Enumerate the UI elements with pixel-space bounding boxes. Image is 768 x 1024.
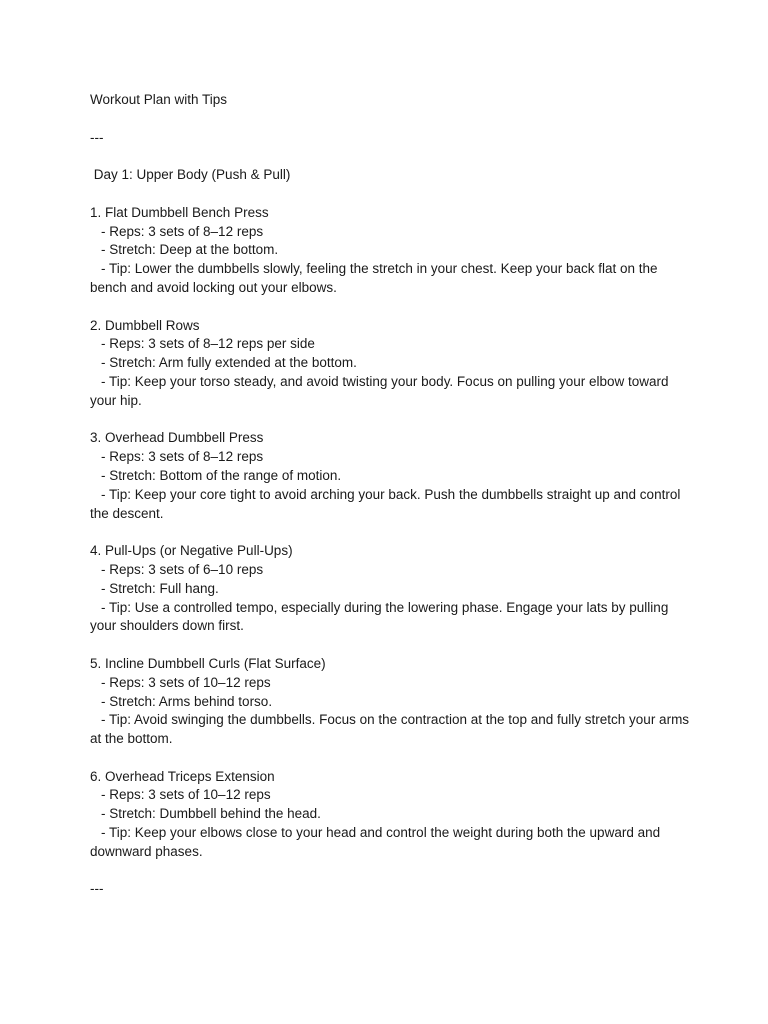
exercise-tip: - Tip: Lower the dumbbells slowly, feeling the stretch in your chest. Keep your back flat on the bench and avoid locking out your elbows. — [90, 261, 658, 295]
exercise-reps: - Reps: 3 sets of 8–12 reps — [101, 223, 264, 239]
exercise-tip: - Tip: Keep your torso steady, and avoid twisting your body. Focus on pulling your elbow toward your hip. — [90, 373, 669, 408]
exercise-tip: - Tip: Use a controlled tempo, especially during the lowering phase. Engage your lats by pulling your shoulders down first. — [90, 599, 669, 634]
exercise-reps: - Reps: 3 sets of 10–12 reps — [101, 787, 271, 803]
exercise-block — [90, 317, 690, 411]
exercise-block — [90, 542, 690, 636]
exercise-name: 5. Incline Dumbbell Curls (Flat Surface) — [90, 655, 326, 671]
exercise-stretch: - Stretch: Bottom of the range of motion. — [101, 467, 342, 483]
exercise-tip: - Tip: Avoid swinging the dumbbells. Focus on the contraction at the top and fully stretch your arms at the bottom. — [90, 712, 690, 747]
exercise-name: 4. Pull-Ups (or Negative Pull-Ups) — [90, 543, 293, 559]
exercise-stretch: - Stretch: Full hang. — [101, 580, 219, 596]
separator-bottom: --- — [90, 881, 104, 897]
exercise-block — [90, 204, 690, 298]
exercise-reps: - Reps: 3 sets of 10–12 reps — [101, 674, 271, 690]
exercise-stretch: - Stretch: Arms behind torso. — [101, 693, 273, 709]
document-title: Workout Plan with Tips — [90, 92, 228, 107]
exercise-name: 3. Overhead Dumbbell Press — [90, 430, 264, 446]
separator-top: --- — [90, 129, 104, 145]
exercise-name: 2. Dumbbell Rows — [90, 317, 200, 333]
exercise-name: 6. Overhead Triceps Extension — [90, 768, 275, 784]
exercise-name: 1. Flat Dumbbell Bench Press — [90, 204, 269, 220]
exercise-stretch: - Stretch: Arm fully extended at the bottom. — [101, 355, 357, 371]
exercise-reps: - Reps: 3 sets of 8–12 reps per side — [101, 336, 315, 352]
exercise-block — [90, 655, 690, 749]
exercise-stretch: - Stretch: Deep at the bottom. — [101, 242, 279, 258]
exercise-reps: - Reps: 3 sets of 8–12 reps — [101, 449, 264, 465]
exercise-tip: - Tip: Keep your core tight to avoid arching your back. Push the dumbbells straight up and control the descent. — [90, 486, 681, 521]
exercise-block — [90, 768, 690, 862]
exercise-reps: - Reps: 3 sets of 6–10 reps — [101, 561, 264, 577]
day-heading: Day 1: Upper Body (Push & Pull) — [90, 167, 291, 183]
exercise-tip: - Tip: Keep your elbows close to your head and control the weight during both the upward and downward phases. — [90, 825, 661, 859]
exercise-stretch: - Stretch: Dumbbell behind the head. — [101, 806, 321, 822]
exercise-block — [90, 429, 690, 523]
document-page — [90, 91, 690, 899]
